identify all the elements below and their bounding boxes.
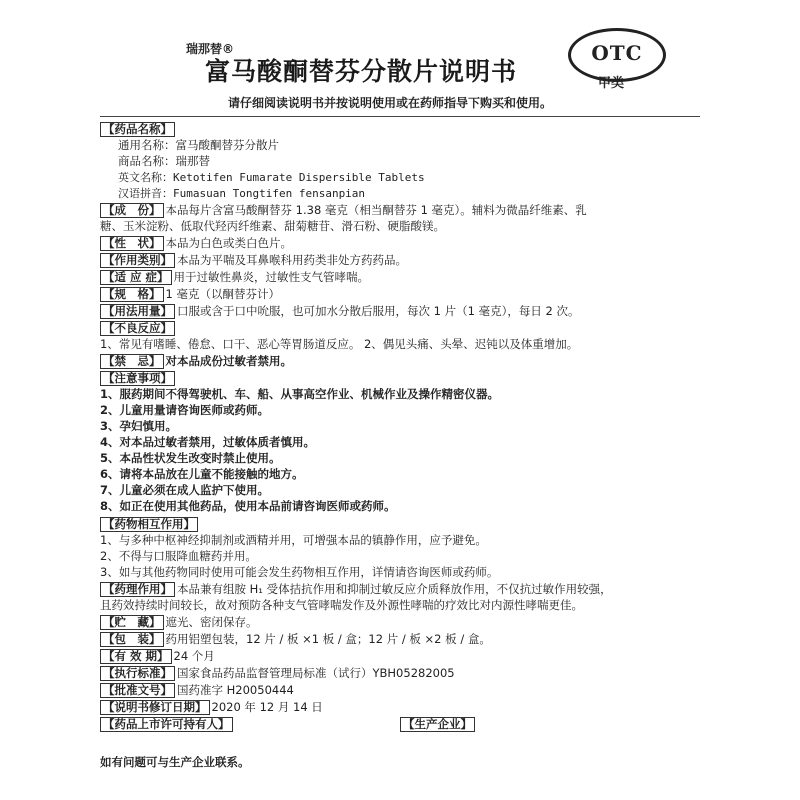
footer-note: 如有问题可与生产企业联系。 [100,755,250,769]
pharmacology-text-2: 且药效持续时间较长，故对预防各种支气管哮喘发作及外源性哮喘的疗效比对内源性哮喘更佳。 [100,598,583,612]
section-adverse [100,321,177,336]
standard-text: 国家食品药品监督管理局标准（试行）YBH05282005 [177,666,455,680]
composition-text: 本品每片含富马酸酮替芬 1.38 毫克（相当酮替芬 1 毫克）。辅料为微晶纤维素、乳 [165,203,587,217]
pharmacology-text: 本品兼有组胺 H₁ 受体拮抗作用和抑制过敏反应介质释放作用，不仅抗过敏作用较强， [177,582,612,596]
composition-text-2: 糖、玉米淀粉、低取代羟丙纤维素、甜菊糖苷、滑石粉、硬脂酸镁。 [100,219,445,233]
section-label: 【生产企业】 [400,717,475,732]
section-label: 【执行标准】 [100,666,175,681]
approval-text: 国药准字 H20050444 [177,683,294,697]
section-category [100,253,407,268]
otc-logo: OTC [568,28,666,82]
section-label: 【药理作用】 [100,582,175,597]
indication-text: 用于过敏性鼻炎，过敏性支气管哮喘。 [173,270,370,284]
section-drug-name [100,122,177,137]
section-label: 【药品上市许可持有人】 [100,717,233,732]
adverse-text: 1、常见有嗜睡、倦怠、口干、恶心等胃肠道反应。 2、偶见头痛、头晕、迟钝以及体重增加。 [100,337,579,351]
section-package [100,632,491,647]
section-label: 【适 应 症】 [100,270,172,285]
precaution-item: 5、本品性状发生改变时禁止使用。 [100,451,281,465]
section-label: 【规 格】 [100,287,164,302]
trade-name: 商品名称：瑞那替 [118,154,210,168]
section-label: 【批准文号】 [100,683,175,698]
section-standard [100,666,455,681]
precaution-item: 1、服药期间不得驾驶机、车、船、从事高空作业、机械作业及操作精密仪器。 [100,387,499,401]
section-label: 【贮 藏】 [100,615,164,630]
section-spec [100,287,280,302]
precaution-item: 7、儿童必须在成人监护下使用。 [100,483,269,497]
package-text: 药用铝塑包装，12 片 / 板 ×1 板 / 盒；12 片 / 板 ×2 板 / 盒。 [165,632,491,646]
section-label: 【有 效 期】 [100,649,172,664]
section-storage [100,615,258,630]
common-name: 通用名称：富马酸酮替芬分散片 [118,138,279,152]
section-composition [100,203,587,218]
section-label: 【成 份】 [100,203,164,218]
contraindication-text: 对本品成份过敏者禁用。 [165,354,292,368]
section-precautions [100,371,177,386]
section-indication [100,270,369,285]
spec-text: 1 毫克（以酮替芬计） [165,287,280,301]
section-label: 【包 装】 [100,632,164,647]
section-validity [100,649,215,664]
interaction-item: 1、与多种中枢神经抑制剂或酒精并用，可增强本品的镇静作用，应予避免。 [100,533,487,547]
section-label: 【用法用量】 [100,304,175,319]
section-label: 【不良反应】 [100,321,175,336]
interaction-item: 3、如与其他药物同时使用可能会发生药物相互作用，详情请咨询医师或药师。 [100,565,499,579]
category-text: 本品为平喘及耳鼻喉科用药类非处方药药品。 [177,253,407,267]
section-manufacturer [400,717,477,732]
section-label: 【性 状】 [100,236,164,251]
validity-text: 24 个月 [173,649,215,663]
section-label: 【禁 忌】 [100,354,164,369]
dosage-text: 口服或含于口中吮服，也可加水分散后服用，每次 1 片（1 毫克），每日 2 次。 [177,304,580,318]
storage-text: 遮光、密闭保存。 [165,615,258,629]
english-name: 英文名称：Ketotifen Fumarate Dispersible Tablets [118,171,425,184]
section-label: 【注意事项】 [100,371,175,386]
section-pharmacology [100,582,612,597]
precaution-item: 6、请将本品放在儿童不能接触的地方。 [100,467,304,481]
pinyin-name: 汉语拼音：Fumasuan Tongtifen fensanpian [118,187,366,200]
section-interactions [100,517,200,532]
top-divider [100,116,700,117]
section-character [100,236,292,251]
section-contraindication [100,354,292,369]
page-subtitle: 请仔细阅读说明书并按说明使用或在药师指导下购买和使用。 [228,96,553,110]
character-text: 本品为白色或类白色片。 [165,236,292,250]
brand-name: 瑞那替® [186,42,235,56]
section-approval [100,683,294,698]
section-label: 【说明书修订日期】 [100,700,210,715]
interaction-item: 2、不得与口服降血糖药并用。 [100,549,257,563]
section-label: 【药品名称】 [100,122,175,137]
precaution-item: 3、孕妇慎用。 [100,419,178,433]
precaution-item: 4、对本品过敏者禁用，过敏体质者慎用。 [100,435,315,449]
otc-class-label: 甲类 [598,76,625,91]
page-title: 富马酸酮替芬分散片说明书 [205,57,518,86]
revision-text: 2020 年 12 月 14 日 [211,700,323,714]
precaution-item: 2、儿童用量请咨询医师或药师。 [100,403,269,417]
section-label: 【作用类别】 [100,253,175,268]
section-dosage [100,304,579,319]
section-revision [100,700,323,715]
precaution-item: 8、如正在使用其他药品，使用本品前请咨询医师或药师。 [100,499,396,513]
section-label: 【药物相互作用】 [100,517,198,532]
section-holder [100,717,235,732]
